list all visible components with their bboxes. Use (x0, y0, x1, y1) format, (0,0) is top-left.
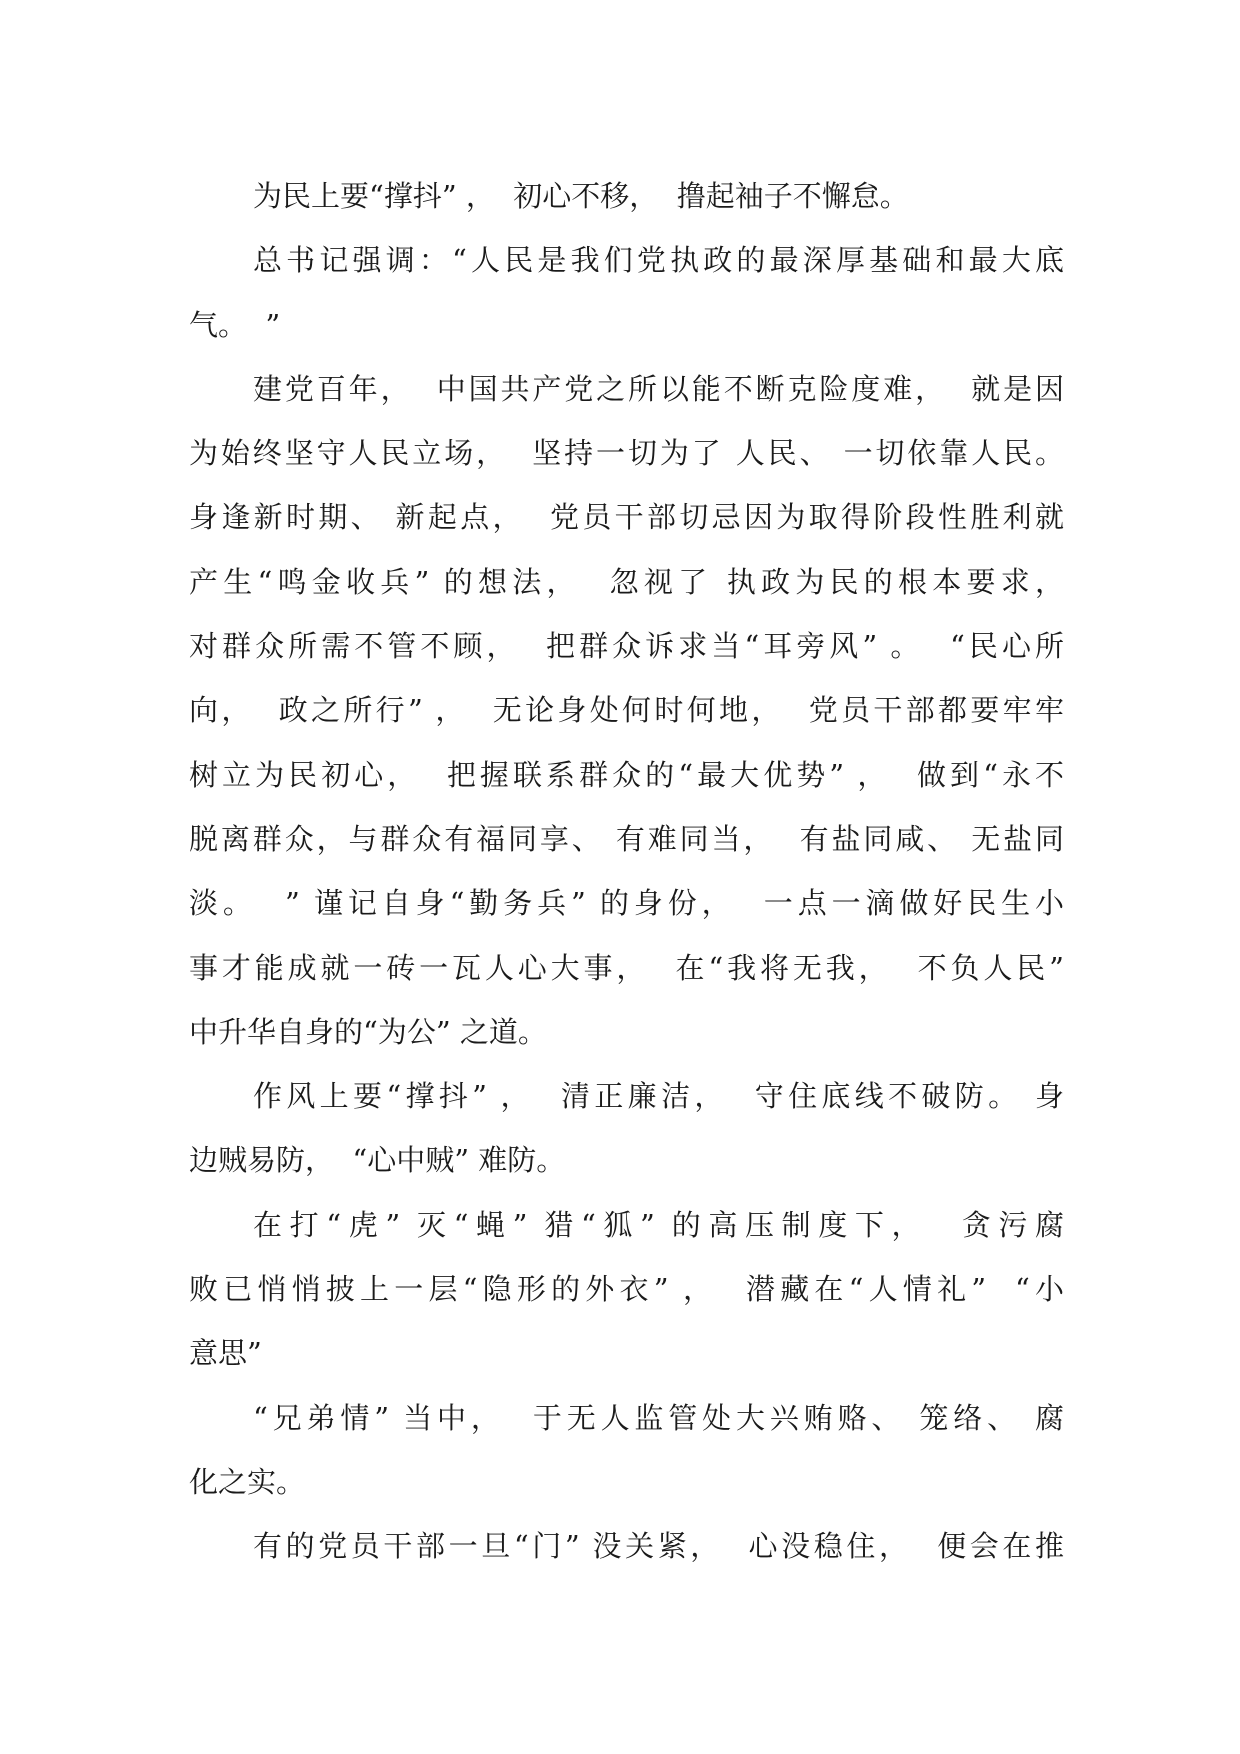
paragraph-line: 边贼易防， “心中贼” 难防。 (189, 1143, 566, 1178)
paragraph-line: 事才能成就一砖一瓦人心大事， 在“我将无我， 不负人民” (189, 950, 1064, 985)
paragraph-line: 中升华自身的“为公” 之道。 (189, 1014, 547, 1049)
paragraph-line: 为始终坚守人民立场， 坚持一切为了 人民、 一切依靠人民。 (189, 436, 1064, 471)
paragraph-line: 对群众所需不管不顾， 把群众诉求当“耳旁风” 。 “民心所 (189, 629, 1064, 664)
paragraph-line: 身逢新时期、 新起点， 党员干部切忌因为取得阶段性胜利就 (189, 500, 1064, 535)
paragraph-line: 作风上要“撑抖” ， 清正廉洁， 守住底线不破防。 身 (253, 1079, 1064, 1114)
paragraph-line: 脱离群众，与群众有福同享、 有难同当， 有盐同咸、 无盐同 (189, 821, 1064, 856)
paragraph-line: 总书记强调：“人民是我们党执政的最深厚基础和最大底 (253, 243, 1064, 278)
paragraph-line: 意思” (189, 1336, 262, 1371)
document-page (189, 164, 1064, 1579)
paragraph-line: 在打“虎” 灭“蝇” 猎“狐” 的高压制度下， 贪污腐 (253, 1207, 1064, 1242)
paragraph-line: 为民上要“撑抖” ， 初心不移， 撸起袖子不懈怠。 (253, 179, 909, 213)
paragraph-line: 向， 政之所行” ， 无论身处何时何地， 党员干部都要牢牢 (189, 693, 1064, 728)
paragraph-line: 淡。 ” 谨记自身“勤务兵” 的身份， 一点一滴做好民生小 (189, 886, 1064, 921)
paragraph-line: 气。 ” (189, 307, 281, 342)
paragraph-line: 树立为民初心， 把握联系群众的“最大优势” ， 做到“永不 (189, 757, 1064, 792)
paragraph-line: 化之实。 (189, 1464, 306, 1499)
paragraph-line: 产生“鸣金收兵” 的想法， 忽视了 执政为民的根本要求， (189, 564, 1064, 599)
paragraph-line: “兄弟情” 当中， 于无人监管处大兴贿赂、 笼络、 腐 (253, 1400, 1064, 1435)
paragraph-line: 有的党员干部一旦“门” 没关紧， 心没稳住， 便会在推 (253, 1529, 1064, 1564)
paragraph-line: 败已悄悄披上一层“隐形的外衣” ， 潜藏在“人情礼” “小 (189, 1272, 1064, 1307)
paragraph-line: 建党百年， 中国共产党之所以能不断克险度难， 就是因 (253, 371, 1064, 406)
